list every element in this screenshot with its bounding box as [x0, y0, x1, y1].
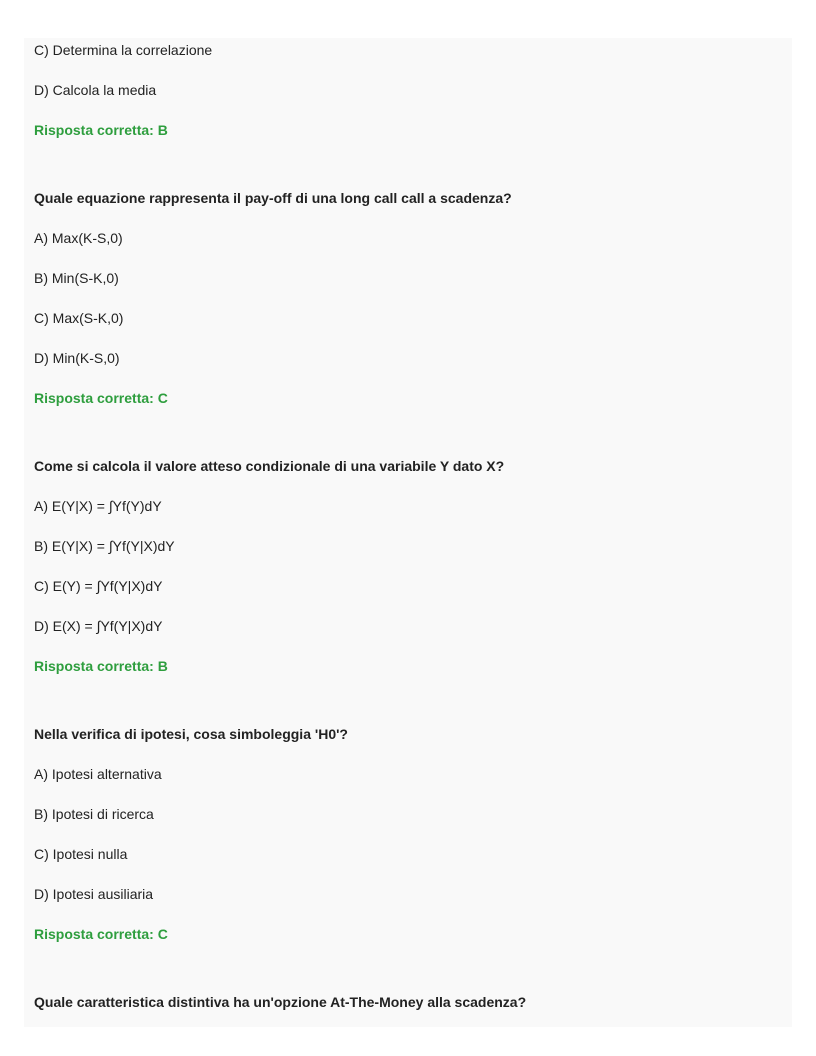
option-a: A) E(Y|X) = ∫Yf(Y)dY	[34, 498, 162, 514]
spacer	[34, 694, 774, 722]
option-d: D) E(X) = ∫Yf(Y|X)dY	[34, 618, 163, 634]
correct-answer: Risposta corretta: B	[34, 658, 168, 674]
quiz-list	[34, 38, 774, 1030]
option-d: D) Min(K-S,0)	[34, 350, 120, 366]
correct-answer: Risposta corretta: B	[34, 122, 168, 138]
quiz-block-1	[34, 186, 774, 410]
option-c: C) Determina la correlazione	[34, 42, 213, 58]
option-b: B) Ipotesi di ricerca	[34, 806, 154, 822]
option-b: B) E(Y|X) = ∫Yf(Y|X)dY	[34, 538, 175, 554]
option-a: A) Ipotesi alternativa	[34, 766, 162, 782]
correct-answer: Risposta corretta: C	[34, 926, 168, 942]
quiz-block-2	[34, 454, 774, 678]
option-c: C) Max(S-K,0)	[34, 310, 124, 326]
option-d: D) Ipotesi ausiliaria	[34, 886, 154, 902]
option-a: A) Max(K-S,0)	[34, 230, 123, 246]
quiz-block-4	[34, 990, 774, 1014]
quiz-block-3	[34, 722, 774, 946]
option-b: B) Min(S-K,0)	[34, 270, 119, 286]
option-c: C) E(Y) = ∫Yf(Y|X)dY	[34, 578, 163, 594]
spacer	[34, 426, 774, 454]
spacer	[34, 962, 774, 990]
question-text: Quale equazione rappresenta il pay-off di una long call call a scadenza?	[34, 190, 512, 206]
question-text: Nella verifica di ipotesi, cosa simboleggia 'H0'?	[34, 726, 348, 742]
option-d: D) Calcola la media	[34, 82, 157, 98]
quiz-block-intro	[34, 38, 774, 142]
option-c: C) Ipotesi nulla	[34, 846, 128, 862]
question-text: Come si calcola il valore atteso condizionale di una variabile Y dato X?	[34, 458, 505, 474]
spacer	[34, 158, 774, 186]
question-text: Quale caratteristica distintiva ha un'opzione At-The-Money alla scadenza?	[34, 994, 527, 1010]
correct-answer: Risposta corretta: C	[34, 390, 168, 406]
